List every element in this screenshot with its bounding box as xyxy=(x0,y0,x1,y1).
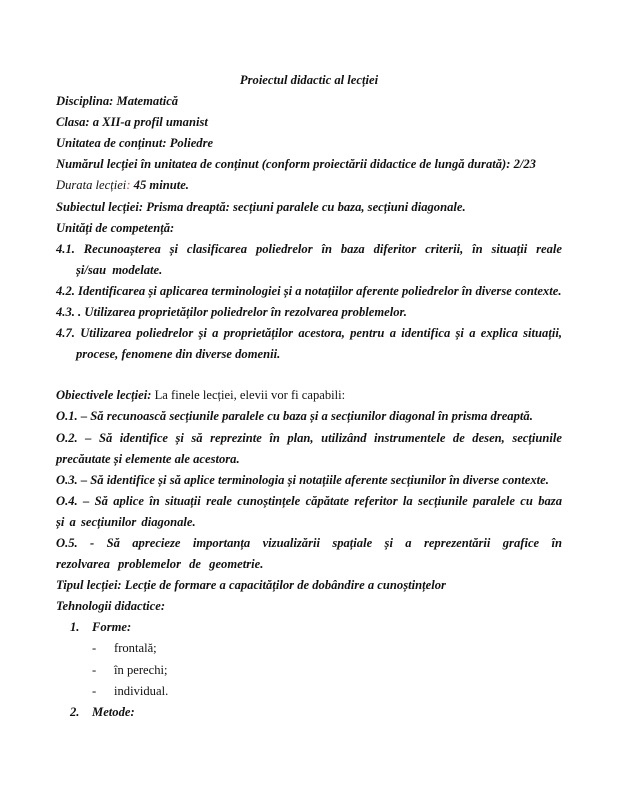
tehnologie-label: Forme: xyxy=(92,620,132,635)
tehnologii-list xyxy=(56,617,562,722)
bullet-dash: - xyxy=(92,683,97,698)
competente-list xyxy=(56,239,562,366)
forme-bullet-item xyxy=(56,638,562,659)
competenta-text: Utilizarea poliedrelor și a proprietăților acestora, pentru a identifica și a explica situații, procese, fenomene din diverse domenii. xyxy=(76,326,562,362)
competente-heading: Unități de competență: xyxy=(56,220,175,235)
tehnologie-item-metode xyxy=(56,702,562,723)
durata-label: Durata lecției xyxy=(56,178,127,193)
obiectiv-item: O.1. – Să recunoască secțiunile paralele cu baza și a secțiunilor diagonal în prisma dreaptă. xyxy=(56,409,533,424)
durata-line xyxy=(56,175,562,196)
obiectiv-item: O.5. - Să aprecieze importanța vizualizării spațiale și a reprezentării grafice în rezolvarea problemelor de geometrie. xyxy=(56,535,562,572)
obiectiv-item: O.2. – Să identifice și să reprezinte în plan, utilizând instrumentele de desen, secțiunile precăutate și elemente ale acestora. xyxy=(56,430,562,466)
competenta-number: 4.3. xyxy=(56,305,75,320)
competenta-item xyxy=(56,302,562,323)
competenta-item xyxy=(56,281,562,302)
tehnologii-heading: Tehnologii didactice: xyxy=(56,599,166,614)
competenta-number: 4.7. xyxy=(56,326,75,341)
obiective-list xyxy=(56,406,562,575)
document-title: Proiectul didactic al lecției xyxy=(239,73,379,87)
subiectul-line: Subiectul lecției: Prisma dreaptă: secțiuni paralele cu baza, secțiuni diagonale. xyxy=(56,199,466,214)
section-spacer xyxy=(56,365,562,385)
competenta-text: Recunoașterea și clasificarea poliedrelor în baza diferitor criterii, în situații reale și/sau modelate. xyxy=(76,241,562,277)
tehnologie-item-forme xyxy=(56,617,562,638)
disciplina-line: Disciplina: Matematică xyxy=(56,94,179,109)
competenta-item xyxy=(56,323,562,365)
tehnologie-number: 1. xyxy=(70,620,80,635)
competenta-number: 4.2. xyxy=(56,283,75,298)
durata-colon: : xyxy=(126,178,131,193)
forme-item-text: individual. xyxy=(114,683,169,698)
obiectiv-item: O.3. – Să identifice și să aplice terminologia și notațiile aferente secțiunilor în diverse contexte. xyxy=(56,472,549,487)
forme-item-text: frontală; xyxy=(114,641,157,656)
document-content xyxy=(56,70,562,723)
forme-item-text: în perechi; xyxy=(114,662,168,677)
forme-bullet-item xyxy=(56,681,562,702)
bullet-dash: - xyxy=(92,641,97,656)
durata-value: 45 minute. xyxy=(130,178,189,193)
unitatea-line: Unitatea de conținut: Poliedre xyxy=(56,136,214,151)
tipul-line: Tipul lecției: Lecție de formare a capacităților de dobândire a cunoștințelor xyxy=(56,578,446,593)
obiective-line xyxy=(56,385,562,406)
tehnologie-label: Metode: xyxy=(92,704,135,719)
obiectiv-item: O.4. – Să aplice în situații reale cunoștințele căpătate referitor la secțiunile paralele cu baza și a secțiunilor diagonale. xyxy=(56,493,562,529)
forme-bullet-item xyxy=(56,660,562,681)
competenta-number: 4.1. xyxy=(56,241,75,256)
numarul-line: Numărul lecției în unitatea de conținut (conform proiectării didactice de lungă durată): 2/23 xyxy=(56,157,536,172)
clasa-line: Clasa: a XII-a profil umanist xyxy=(56,115,208,130)
competenta-item xyxy=(56,239,562,281)
obiective-intro: La finele lecției, elevii vor fi capabili: xyxy=(151,388,346,403)
tehnologie-number: 2. xyxy=(70,704,80,719)
bullet-dash: - xyxy=(92,662,97,677)
competenta-text: . Utilizarea proprietăților poliedrelor în rezolvarea problemelor. xyxy=(78,305,407,320)
obiective-label: Obiectivele lecției: xyxy=(56,388,152,403)
competenta-text: Identificarea și aplicarea terminologiei și a notațiilor aferente poliedrelor în diverse contexte. xyxy=(78,283,562,298)
